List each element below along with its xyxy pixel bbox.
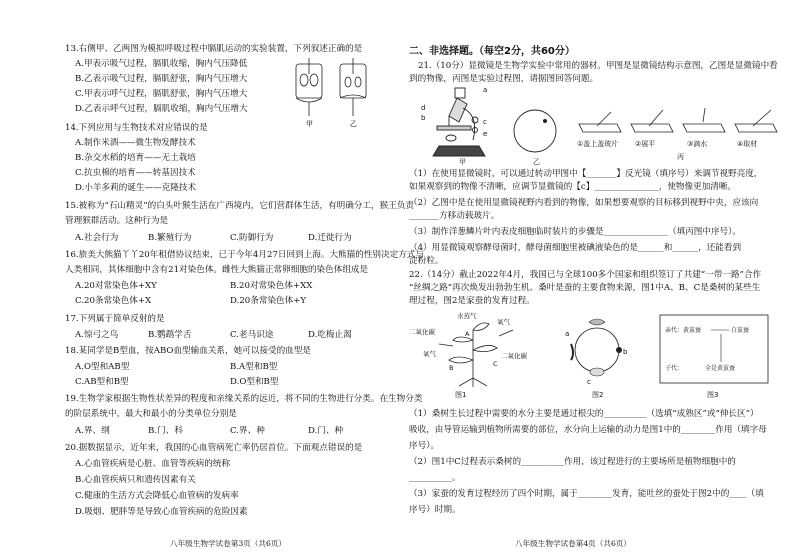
q21-part4-line1: （4）用显微镜观察酵母菌时，酵母菌细胞里被碘液染色的是______和______，还能看到 bbox=[409, 243, 742, 253]
q22-stem-line1: 22.（14分）截止2022年4月，我国已与全球100多个国家和组织签订了共建“一带一路”合作 bbox=[409, 270, 762, 280]
q13-option-a: A.甲表示吸气过程，膈肌收缩，胸内气压降低 bbox=[75, 59, 248, 69]
fig1-label-vapor: 水蒸气 bbox=[457, 312, 477, 320]
q13-option-c: C.甲表示呼气过程，膈肌舒张，胸内气压增大 bbox=[75, 89, 248, 99]
q21-part3-line1: （3）制作洋葱鳞片叶内表皮细胞临时装片的步骤是_______________（填丙图中序号）。 bbox=[409, 227, 742, 237]
q21-part2-line2: _______方移动载玻片。 bbox=[409, 211, 500, 221]
q17-option-b: B.鹦鹉学舌 bbox=[148, 330, 192, 340]
q14-option-d: D.小羊多莉的诞生——克隆技术 bbox=[75, 183, 197, 193]
q13-stem: 13.右侧甲、乙两图为模拟呼吸过程中膈肌运动的实验装置，下列叙述正确的是 bbox=[65, 44, 363, 54]
fig1-label-oxygen-1: 氧气 bbox=[497, 318, 510, 326]
microscope-label-a: a bbox=[483, 86, 488, 94]
q20-option-c: C.健康的生活方式会降低心血管病的发病率 bbox=[75, 491, 239, 501]
q21-stem-line2: 到的物像，丙图是实验过程图，请据图回答问题。 bbox=[409, 74, 599, 84]
q16-option-c: C.20条常染色体+X bbox=[75, 296, 152, 306]
q16-option-a: A.20对常染色体+XY bbox=[75, 281, 157, 291]
left-page-footer: 八年级生物学试卷第3页（共6页） bbox=[170, 539, 286, 548]
microscope-label-e: e bbox=[483, 130, 488, 138]
fig1-label-oxygen-2: 氧气 bbox=[423, 350, 436, 358]
q19-option-a: A.界、纲 bbox=[75, 426, 110, 436]
q19-stem-line1: 19.生物学家根据生物性状差异的程度和亲缘关系的远近，将不同的生物进行分类。在生物分类 bbox=[65, 394, 423, 404]
q20-stem: 20.据数据显示，近年来，我国的心血管病死亡率仍居首位。下面观点错误的是 bbox=[65, 443, 363, 453]
fig1-caption: 图1 bbox=[455, 391, 467, 399]
fig3-label-offspring: 子代： bbox=[665, 365, 684, 372]
microscope-label-c: c bbox=[483, 118, 487, 126]
q22-stem-line3: 理过程，图2是家蚕的发育过程。 bbox=[409, 296, 535, 306]
fig3-label-parent: 亲代：黄茧蚕 bbox=[665, 327, 702, 334]
microscope-label-d: d bbox=[421, 104, 426, 112]
q16-stem-line1: 16.旅美大熊猫丫丫20年租借协议结束，已于今年4月27日回到上海。大熊猫的性别决定方式与 bbox=[65, 250, 424, 260]
q13-option-b: B.乙表示吸气过程，膈肌舒张，胸内气压增大 bbox=[75, 74, 248, 84]
fig2-label-c: c bbox=[587, 378, 591, 386]
q22-part1-line1: （1）桑树生长过程中需要的水分主要是通过根尖的__________（选填“成熟区”或“伸长区”） bbox=[409, 409, 759, 419]
slide-steps-figure bbox=[577, 104, 787, 138]
q14-option-a: A.制作米酒——微生物发酵技术 bbox=[75, 138, 196, 148]
q21-part4-line2: 淀粉粒。 bbox=[409, 256, 444, 266]
q15-option-b: B.繁殖行为 bbox=[148, 233, 192, 243]
fig2-label-a: a bbox=[565, 330, 570, 338]
q15-option-c: C.防御行为 bbox=[230, 233, 274, 243]
fig3-label-all-yellow: 全是黄茧蚕 bbox=[705, 365, 736, 372]
q21-part2-line1: （2）乙图中是在使用显微镜视野内看到的物像，如果想要观察的目标移到视野中央，应该向 bbox=[409, 198, 759, 208]
mulberry-plant-figure bbox=[409, 310, 539, 388]
q18-stem: 18.某同学是B型血，按ABO血型输血关系，她可以接受的血型是 bbox=[65, 346, 311, 356]
fig2-caption: 图2 bbox=[592, 391, 604, 399]
right-page-footer: 八年级生物学试卷第4页（共6页） bbox=[515, 539, 631, 548]
q16-stem-line2: 人类相同，其体细胞中含有21对染色体。雌性大熊猫正常卵细胞的染色体组成是 bbox=[65, 265, 369, 275]
q17-stem: 17.下列属于简单反射的是 bbox=[65, 314, 165, 324]
q20-option-b: B.心血管疾病只和遗传因素有关 bbox=[75, 475, 196, 485]
q22-stem-line2: “丝绸之路”再次焕发出勃勃生机。桑叶是蚕的主要食物来源，图1中A、B、C是桑树的某些生 bbox=[409, 283, 761, 293]
microscope-figure bbox=[419, 86, 499, 162]
q21-part1-line1: （1）在使用显微镜时，可以通过转动甲图中【_______】反光镜（填序号）来调节视野亮度， bbox=[409, 169, 763, 179]
q22-part1-line2: 吸收，由导管运输到植物所需要的部位，水分向上运输的动力是图1中的________作用（填字母 bbox=[409, 425, 767, 435]
fig3-label-white: 白茧蚕 bbox=[731, 327, 750, 334]
microscope-label-b: b bbox=[421, 114, 426, 122]
q22-part2-line2: __________。 bbox=[409, 473, 461, 483]
right-page bbox=[397, 0, 794, 560]
q13-fig-label-jia: 甲 bbox=[306, 120, 313, 128]
q20-option-d: D.吸烟、肥胖等是导致心血管疾病的危险因素 bbox=[75, 507, 248, 517]
fig1-label-b: B bbox=[449, 364, 454, 372]
q19-option-b: B.门、科 bbox=[148, 426, 183, 436]
q16-option-b: B.20对常染色体+XX bbox=[230, 281, 313, 291]
fig2-label-b: b bbox=[623, 348, 628, 356]
q18-option-d: D.O型和B型 bbox=[230, 377, 279, 387]
fig-label-yi: 乙 bbox=[533, 158, 540, 166]
q22-part3-line1: （3）家蚕的发育过程经历了四个时期，属于________发育，能吐丝的蚕处于图2中的____（填 bbox=[409, 489, 764, 499]
q13-diaphragm-figure bbox=[288, 56, 378, 128]
q14-option-c: C.抗虫棉的培育——转基因技术 bbox=[75, 168, 196, 178]
q17-option-c: C.老马识途 bbox=[230, 330, 274, 340]
q20-option-a: A.心血管疾病是心脏、血管等疾病的统称 bbox=[75, 459, 231, 469]
q17-option-d: D.吃梅止渴 bbox=[308, 330, 352, 340]
q14-option-b: B.杂交水稻的培育——无土栽培 bbox=[75, 153, 196, 163]
q19-stem-line2: 的阶层系统中，最大和最小的分类单位分别是 bbox=[65, 409, 237, 419]
step-1-label: ①盖上盖玻片 bbox=[577, 140, 619, 148]
step-2-label: ②展平 bbox=[635, 140, 656, 148]
q18-option-c: C.AB型和B型 bbox=[75, 377, 129, 387]
fig1-label-co2-2: 二氧化碳 bbox=[501, 352, 527, 360]
fig1-label-c: C bbox=[493, 360, 498, 368]
fig1-label-co2-1: 二氧化碳 bbox=[409, 328, 435, 336]
q15-option-d: D.迁徙行为 bbox=[308, 233, 352, 243]
q15-stem-line1: 15.被称为“石山精灵”的白头叶猴生活在广西境内，它们营群体生活，有明确分工，猴王负责 bbox=[65, 201, 415, 211]
q22-part2-line1: （2）图1中C过程表示桑树的__________作用，该过程进行的主要场所是植物细胞中的 bbox=[409, 457, 736, 467]
q17-option-a: A.惊弓之鸟 bbox=[75, 330, 119, 340]
q13-option-d: D.乙表示呼气过程，膈肌收缩，胸内气压增大 bbox=[75, 104, 248, 114]
q18-option-a: A.O型和AB型 bbox=[75, 362, 130, 372]
field-of-view-figure bbox=[512, 108, 558, 154]
q13-fig-label-yi: 乙 bbox=[350, 120, 357, 128]
fig-label-bing: 丙 bbox=[677, 153, 684, 161]
q18-option-b: B.A型和B型 bbox=[230, 362, 278, 372]
silkworm-cycle-figure bbox=[557, 314, 637, 386]
fig-label-jia: 甲 bbox=[459, 158, 466, 166]
q15-option-a: A.社会行为 bbox=[75, 233, 119, 243]
q22-part3-line2: 序号）时期。 bbox=[409, 505, 461, 515]
inheritance-figure bbox=[659, 314, 771, 386]
q19-option-d: D.门、种 bbox=[308, 426, 344, 436]
fig1-label-a: A bbox=[465, 330, 470, 338]
step-3-label: ③滴水 bbox=[687, 140, 708, 148]
step-4-label: ④取材 bbox=[737, 140, 758, 148]
q19-option-c: C.界、种 bbox=[230, 426, 265, 436]
q16-option-d: D.20条常染色体+Y bbox=[230, 296, 307, 306]
q15-stem-line2: 管理猴群活动。这种行为是 bbox=[65, 216, 169, 226]
q21-stem-line1: 21.（10分）显微镜是生物学实验中常用的器材。甲图是显微镜结构示意图，乙图是显微镜中看 bbox=[418, 61, 778, 71]
q22-part1-line3: 序号）。 bbox=[409, 441, 440, 451]
section-title: 二、非选择题。（每空2分，共60分） bbox=[409, 46, 575, 57]
fig3-caption: 图3 bbox=[707, 391, 719, 399]
q14-stem: 14.下列应用与生物技术对应错误的是 bbox=[65, 123, 208, 133]
q21-part1-line2: 如果观察到的物像不清晰，应调节显微镜的【c】_______________，使物像更加清晰。 bbox=[409, 182, 737, 192]
